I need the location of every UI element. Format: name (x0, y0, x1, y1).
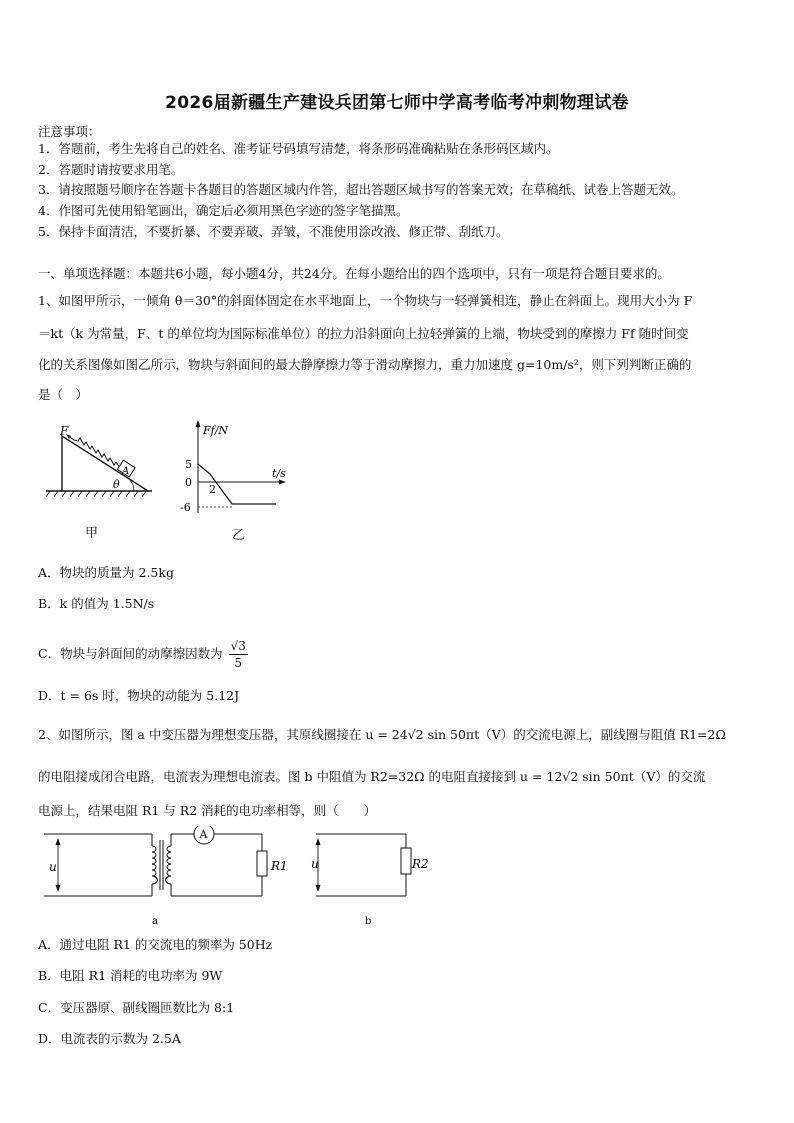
resistor-r1-icon (257, 851, 267, 876)
q1-option-d[interactable]: D．t = 6s 时，物块的动能为 5.12J (38, 688, 240, 703)
q2-line-3: 电源上，结果电阻 R1 与 R2 消耗的电功率相等，则（ ） (38, 803, 377, 818)
tick-y-0: 0 (185, 476, 192, 489)
q2-option-b[interactable]: B．电阻 R1 消耗的电功率为 9W (38, 968, 223, 983)
q1-figure-incline (40, 418, 160, 500)
label-R2: R2 (412, 857, 429, 871)
notice-item-4: 4．作图可先使用铅笔画出，确定后必须用黑色字迹的签字笔描黑。 (38, 203, 409, 218)
label-F: F (60, 424, 69, 438)
label-u-b: u (311, 857, 319, 871)
ammeter-label: A (199, 828, 208, 841)
figure-b-caption: b (365, 916, 372, 926)
q2-figure-transformer-circuit (42, 826, 292, 926)
notice-heading: 注意事项： (38, 124, 101, 139)
figure-a-caption: a (152, 916, 158, 926)
q1-line-2: ＝kt（k 为常量，F、t 的单位均为国际标准单位）的拉力沿斜面向上拉轻弹簧的上端，物块受到的摩擦力 Ff 随时间变 (38, 326, 689, 341)
section-heading: 一、单项选择题：本题共6小题，每小题4分，共24分。在每小题给出的四个选项中，只有一项是符合题目要求的。 (38, 266, 670, 281)
label-u-a: u (49, 860, 57, 874)
q2-line-2: 的电阻接成闭合电路，电流表为理想电流表。图 b 中阻值为 R2=32Ω 的电阻直接接到 u = 12√2 sin 50πt（V）的交流 (38, 769, 706, 784)
label-R1: R1 (271, 859, 288, 873)
notice-item-1: 1．答题前，考生先将自己的姓名、准考证号码填写清楚，将条形码准确粘贴在条形码区域内。 (38, 141, 559, 156)
q1-option-c[interactable] (38, 638, 248, 671)
resistor-r2-icon (401, 848, 411, 874)
graph-xlabel: t/s (272, 467, 286, 480)
q1-option-b[interactable]: B．k 的值为 1.5N/s (38, 596, 155, 611)
graph-ylabel: Ff/N (203, 424, 229, 437)
notice-item-3: 3．请按照题号顺序在答题卡各题目的答题区域内作答，超出答题区域书写的答案无效；在草稿纸、试卷上答题无效。 (38, 182, 684, 197)
q2-figure-resistor-circuit (306, 826, 436, 926)
label-theta: θ (113, 478, 120, 491)
tick-y-5: 5 (185, 458, 192, 471)
page-title: 2026届新疆生产建设兵团第七师中学高考临考冲刺物理试卷 (165, 93, 629, 113)
notice-item-5: 5．保持卡面清洁，不要折暴、不要弄破、弄皱，不准使用涂改液、修正带、刮纸刀。 (38, 224, 509, 239)
q1-option-a[interactable]: A．物块的质量为 2.5kg (38, 565, 174, 580)
q1-line-1: 1、如图甲所示，一倾角 θ＝30°的斜面体固定在水平地面上，一个物块与一轻弹簧相连，静止在斜面上。现用大小为 F (38, 293, 693, 308)
q1-option-c-text: C．物块与斜面间的动摩擦因数为 (38, 646, 223, 661)
q2-line-1: 2、如图所示，图 a 中变压器为理想变压器，其原线圈接在 u = 24√2 sin 50πt（V）的交流电源上，副线圈与阻值 R1=2Ω (38, 727, 726, 742)
q2-option-c[interactable]: C．变压器原、副线圈匝数比为 8:1 (38, 1000, 235, 1015)
q1-line-4: 是（ ） (38, 387, 89, 402)
figure-jia-caption: 甲 (85, 526, 99, 541)
label-block-A: A (122, 466, 130, 477)
figure-yi-caption: 乙 (232, 528, 246, 543)
q2-option-a[interactable]: A．通过电阻 R1 的交流电的频率为 50Hz (38, 937, 273, 952)
notice-item-2: 2．答题时请按要求用笔。 (38, 162, 184, 177)
q1-line-3: 化的关系图像如图乙所示，物块与斜面间的最大静摩擦力等于滑动摩擦力，重力加速度 g=10m/s²，则下列判断正确的 (38, 357, 692, 372)
q1-figure-friction-graph (176, 418, 301, 518)
q2-option-d[interactable]: D．电流表的示数为 2.5A (38, 1031, 181, 1046)
tick-x-2: 2 (209, 483, 216, 496)
tick-y-neg6: -6 (180, 501, 191, 514)
fraction-root3-over-5: $\frac{√3}{5}$ (230, 639, 246, 670)
